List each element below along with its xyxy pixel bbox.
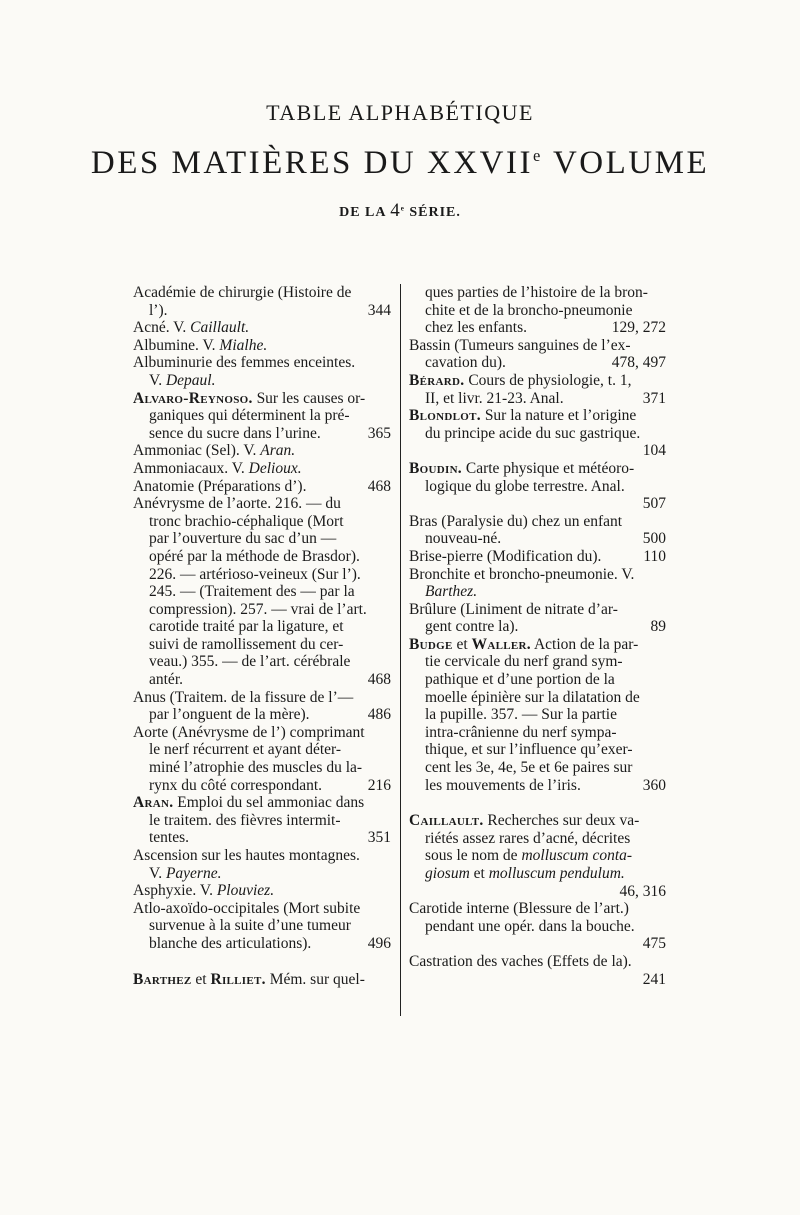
cross-reference: Depaul. — [165, 371, 216, 389]
entry-text: Emploi du sel ammoniac dans — [173, 794, 365, 812]
index-line — [133, 442, 391, 460]
entry-text: Castration des vaches (Effets de la). — [409, 952, 632, 970]
index-line — [409, 478, 666, 496]
index-line — [409, 407, 666, 425]
entry-text: moelle épinière sur la dilatation de — [425, 688, 640, 706]
entry-text: Anus (Traitem. de la fissure de l’— — [133, 688, 354, 706]
index-line — [409, 759, 666, 777]
index-line — [133, 653, 391, 671]
index-line — [409, 618, 666, 636]
entry-text: intra-crânienne du nerf sympa- — [425, 723, 617, 741]
index-line — [133, 284, 391, 302]
entry-text: Anévrysme de l’aorte. 216. — du — [133, 495, 341, 513]
entry-text: ques parties de l’histoire de la bron- — [425, 284, 648, 301]
index-column-left — [133, 284, 391, 988]
entry-text: le traitem. des fièvres intermit- — [149, 811, 341, 829]
index-line — [409, 706, 666, 724]
index-line — [409, 319, 666, 337]
author-name: Bérard. — [409, 371, 465, 389]
entry-text: Ammoniacaux. V. — [133, 459, 249, 477]
index-line — [133, 900, 391, 918]
index-line — [409, 302, 666, 320]
index-line — [133, 794, 391, 812]
cross-reference: Payerne. — [165, 864, 222, 882]
entry-text: Action de la par- — [530, 635, 639, 653]
entry-text: sence du sucre dans l’urine. — [149, 424, 321, 442]
index-line — [133, 601, 391, 619]
index-line — [133, 759, 391, 777]
index-line — [409, 724, 666, 742]
index-line — [133, 495, 391, 513]
entry-text: et — [469, 865, 489, 882]
entry-text: pendant une opér. dans la bouche. — [425, 917, 635, 935]
index-line — [133, 337, 391, 355]
cross-reference: molluscum pendulum. — [488, 865, 625, 882]
entry-text: Atlo-axoïdo-occipitales (Mort subite — [133, 899, 361, 917]
index-line — [409, 689, 666, 707]
index-line — [133, 513, 391, 531]
index-line — [409, 971, 666, 989]
entry-text: et — [452, 635, 472, 653]
page-reference: 46, 316 — [619, 882, 666, 900]
entry-text: Recherches sur deux va- — [483, 812, 640, 830]
entry-text: le nerf récurrent et ayant déter- — [149, 741, 342, 759]
entry-text: pathique et d’une portion de la — [425, 671, 615, 689]
heading-line-3-sup: e — [400, 204, 405, 213]
index-line — [409, 671, 666, 689]
author-name: Blondlot. — [409, 407, 481, 425]
index-line — [409, 442, 666, 460]
author-name: Aran. — [133, 794, 174, 812]
page-reference: 500 — [642, 530, 666, 548]
index-line — [409, 741, 666, 759]
entry-text: Carotide interne (Blessure de l’art.) — [409, 900, 629, 918]
entry-text: Bronchite et broncho-pneumonie. V. — [409, 565, 635, 583]
index-line — [409, 354, 666, 372]
index-line — [133, 812, 391, 830]
index-line — [409, 953, 666, 971]
heading-line-2-text: DES MATIÈRES DU XXVII — [90, 145, 533, 181]
index-line — [409, 918, 666, 936]
heading-line-1: TABLE ALPHABÉTIQUE — [266, 100, 534, 125]
index-line — [133, 971, 391, 989]
heading-line-2-sup: e — [532, 146, 543, 165]
entry-text: Sur les causes or- — [252, 389, 366, 407]
index-line — [409, 830, 666, 848]
page-reference: 365 — [367, 424, 391, 442]
entry-text: Asphyxie. V. — [133, 882, 217, 900]
index-line — [409, 372, 666, 390]
entry-text: chite et de la broncho-pneumonie — [425, 301, 633, 319]
column-divider — [400, 284, 401, 1016]
index-line — [133, 407, 391, 425]
entry-text: par l’onguent de la mère). — [149, 706, 310, 724]
index-line — [133, 865, 391, 883]
page-reference: 486 — [367, 706, 391, 724]
index-line — [133, 425, 391, 443]
entry-text: sous le nom de — [425, 847, 522, 865]
index-line — [409, 548, 666, 566]
index-line — [409, 425, 666, 443]
entry-text: veau.) 355. — de l’art. cérébrale — [149, 653, 351, 671]
entry-text: par l’ouverture du sac d’un — — [149, 530, 337, 548]
cross-reference: Caillault. — [190, 319, 250, 337]
page-reference: 507 — [642, 495, 666, 513]
entry-text: V. — [149, 864, 166, 882]
entry-text: tie cervicale du nerf grand sym- — [425, 653, 623, 671]
heading-line-3 — [0, 200, 800, 222]
page-reference: 478, 497 — [611, 354, 666, 372]
entry-text: du principe acide du suc gastrique. — [425, 424, 641, 442]
page-reference: 475 — [642, 935, 666, 953]
index-line — [409, 812, 666, 830]
entry-text: 226. — artérioso-veineux (Sur l’). — [149, 565, 361, 583]
index-line — [133, 566, 391, 584]
index-line — [409, 601, 666, 619]
author-name: Boudin. — [409, 459, 462, 477]
index-line — [409, 583, 666, 601]
index-line — [133, 302, 391, 320]
entry-text: Brise-pierre (Modification du). — [409, 547, 602, 565]
entry-text: II, et livr. 21-23. Anal. — [425, 389, 564, 407]
entry-text: logique du globe terrestre. Anal. — [425, 477, 625, 495]
index-line — [409, 636, 666, 654]
index-line — [133, 917, 391, 935]
cross-reference: giosum — [425, 865, 470, 882]
index-line — [133, 671, 391, 689]
entry-text: Sur la nature et l’origine — [480, 407, 637, 425]
page-reference: 344 — [367, 301, 391, 319]
section-gap — [133, 953, 391, 971]
section-gap — [409, 794, 666, 812]
entry-text: V. — [149, 371, 166, 389]
entry-text: Aorte (Anévrysme de l’) comprimant — [133, 723, 365, 741]
entry-text: 245. — (Traitement des — par la — [149, 583, 355, 601]
page-reference: 104 — [642, 442, 666, 460]
index-line — [133, 390, 391, 408]
index-line — [409, 460, 666, 478]
entry-text: Albuminurie des femmes enceintes. — [133, 354, 356, 372]
page-reference: 371 — [642, 389, 666, 407]
index-line — [133, 724, 391, 742]
entry-text: carotide traité par la ligature, et — [149, 618, 344, 636]
entry-text: cavation du). — [425, 354, 506, 372]
heading-line-3-num: 4 — [390, 200, 401, 221]
page-reference: 89 — [650, 618, 666, 636]
index-line — [133, 583, 391, 601]
cross-reference: Mialhe. — [219, 336, 268, 354]
entry-text: survenue à la suite d’une tumeur — [149, 917, 351, 935]
entry-text: Cours de physiologie, t. 1, — [464, 371, 632, 389]
page-reference: 129, 272 — [611, 319, 666, 337]
entry-text: compression). 257. — vrai de l’art. — [149, 600, 367, 618]
index-line — [133, 829, 391, 847]
heading-line-3-end: SÉRIE. — [404, 205, 461, 220]
index-line — [133, 741, 391, 759]
entry-text: Académie de chirurgie (Histoire de — [133, 284, 352, 301]
entry-text: et — [191, 970, 211, 988]
index-line — [133, 689, 391, 707]
index-line — [409, 777, 666, 795]
entry-text: thique, et sur l’influence qu’exer- — [425, 741, 633, 759]
cross-reference: Delioux. — [248, 459, 302, 477]
page-reference: 468 — [367, 671, 391, 689]
page-reference: 351 — [367, 829, 391, 847]
entry-text: chez les enfants. — [425, 319, 527, 337]
index-line — [409, 653, 666, 671]
index-column-right — [409, 284, 666, 988]
author-name: Caillault. — [409, 812, 484, 830]
entry-text: opéré par la méthode de Brasdor). — [149, 547, 360, 565]
entry-text: ganiques qui déterminent la pré- — [149, 407, 350, 425]
index-line — [133, 935, 391, 953]
entry-text: la pupille. 357. — Sur la partie — [425, 706, 617, 724]
heading-line-2-end: VOLUME — [542, 145, 710, 181]
index-line — [409, 495, 666, 513]
index-line — [133, 706, 391, 724]
entry-text: Ascension sur les hautes montagnes. — [133, 847, 360, 864]
entry-text: tronc brachio-céphalique (Mort — [149, 512, 344, 530]
author-name: Budge — [409, 635, 453, 653]
entry-text: antér. — [149, 671, 183, 689]
index-line — [133, 636, 391, 654]
index-line — [409, 530, 666, 548]
index-line — [409, 883, 666, 901]
index-line — [409, 566, 666, 584]
index-line — [409, 337, 666, 355]
index-line — [133, 530, 391, 548]
author-name: Waller. — [471, 635, 531, 653]
entry-text: Ammoniac (Sel). V. — [133, 442, 261, 460]
index-line — [409, 390, 666, 408]
index-line — [133, 478, 391, 496]
cross-reference: Aran. — [260, 442, 296, 460]
page-reference: 360 — [642, 776, 666, 794]
index-line — [133, 847, 391, 865]
entry-text: Brûlure (Liniment de nitrate d’ar- — [409, 600, 618, 618]
index-line — [133, 354, 391, 372]
entry-text: tentes. — [149, 829, 190, 847]
heading-line-2 — [0, 145, 800, 182]
entry-text: Carte physique et météoro- — [461, 459, 635, 477]
index-line — [133, 618, 391, 636]
entry-text: nouveau-né. — [425, 530, 502, 548]
entry-text: cent les 3e, 4e, 5e et 6e paires sur — [425, 759, 633, 777]
index-line — [133, 460, 391, 478]
page-reference: 241 — [642, 970, 666, 988]
page-reference: 216 — [367, 776, 391, 794]
index-line — [409, 847, 666, 865]
index-line — [133, 882, 391, 900]
entry-text: Bassin (Tumeurs sanguines de l’ex- — [409, 336, 631, 354]
index-line — [133, 548, 391, 566]
entry-text: l’). — [149, 301, 168, 319]
index-line — [409, 935, 666, 953]
entry-text: rynx du côté correspondant. — [149, 776, 323, 794]
entry-text: suivi de ramollissement du cer- — [149, 635, 344, 653]
heading-line-3-pre: DE LA — [339, 205, 391, 220]
index-line — [409, 284, 666, 302]
index-line — [133, 372, 391, 390]
entry-text: miné l’atrophie des muscles du la- — [149, 759, 363, 777]
cross-reference: Plouviez. — [216, 882, 275, 900]
page-reference: 110 — [643, 547, 666, 565]
author-name: Alvaro-Reynoso. — [133, 389, 253, 407]
cross-reference: Barthez. — [425, 583, 478, 601]
entry-text: Mém. sur quel- — [265, 970, 365, 988]
entry-text: blanche des articulations). — [149, 934, 312, 952]
index-line — [409, 865, 666, 883]
author-name: Barthez — [133, 970, 192, 988]
entry-text: Acné. V. — [133, 319, 191, 337]
index-line — [409, 900, 666, 918]
entry-text: les mouvements de l’iris. — [425, 776, 581, 794]
index-line — [409, 513, 666, 531]
entry-text: Anatomie (Préparations d’). — [133, 477, 307, 495]
entry-text: riétés assez rares d’acné, décrites — [425, 829, 631, 847]
page-reference: 496 — [367, 934, 391, 952]
entry-text: Albumine. V. — [133, 336, 220, 354]
page-reference: 468 — [367, 477, 391, 495]
author-name: Rilliet. — [210, 970, 266, 988]
index-line — [133, 319, 391, 337]
index-line — [133, 777, 391, 795]
entry-text: gent contre la). — [425, 618, 519, 636]
cross-reference: molluscum conta- — [521, 847, 633, 865]
entry-text: Bras (Paralysie du) chez un enfant — [409, 512, 623, 530]
